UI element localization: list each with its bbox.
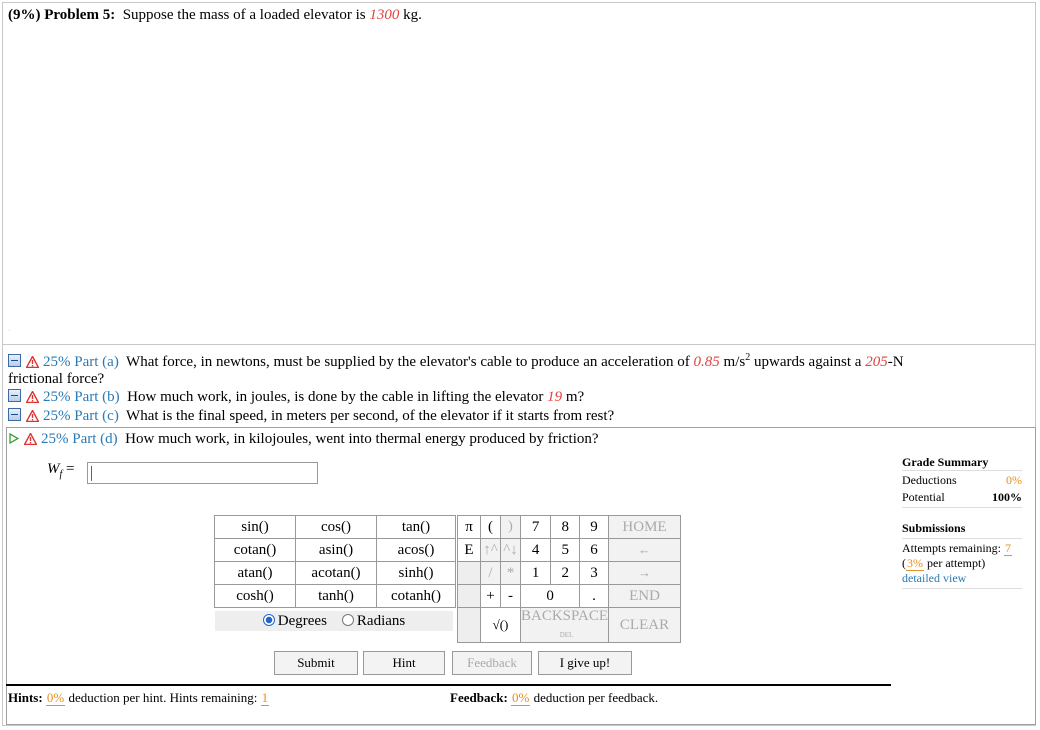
feedback-button[interactable]: Feedback bbox=[452, 651, 532, 675]
collapse-icon[interactable] bbox=[8, 354, 21, 367]
key-cosh[interactable]: cosh() bbox=[215, 585, 296, 608]
key-open-paren[interactable]: ( bbox=[481, 516, 501, 539]
collapse-icon[interactable] bbox=[8, 408, 21, 421]
key-6[interactable]: 6 bbox=[580, 539, 609, 562]
deductions-value: 0% bbox=[1006, 473, 1022, 487]
key-del[interactable]: DEL bbox=[559, 631, 574, 639]
key-blank-2 bbox=[458, 585, 481, 608]
warning-icon bbox=[23, 431, 37, 448]
potential-value: 100% bbox=[992, 490, 1022, 504]
key-sqrt[interactable]: √() bbox=[481, 608, 521, 643]
answer-variable: $W_f$ = bbox=[47, 461, 75, 480]
deductions-label: Deductions bbox=[902, 473, 957, 487]
key-acos[interactable]: acos() bbox=[377, 539, 456, 562]
part-a-unit: m/s bbox=[723, 354, 746, 370]
part-b-question: How much work, in joules, is done by the cable in lifting the elevator bbox=[127, 389, 544, 405]
key-tanh[interactable]: tanh() bbox=[296, 585, 377, 608]
expand-arrow-icon[interactable] bbox=[8, 433, 19, 444]
key-divide[interactable]: / bbox=[481, 562, 501, 585]
collapse-icon[interactable] bbox=[8, 389, 21, 402]
part-a-friction: 205 bbox=[865, 354, 888, 370]
warning-icon bbox=[25, 354, 39, 371]
key-minus[interactable]: - bbox=[501, 585, 521, 608]
feedback-deduction: 0% bbox=[512, 690, 530, 705]
submit-button[interactable]: Submit bbox=[274, 651, 358, 675]
feedback-info: Feedback: 0% deduction per feedback. bbox=[450, 690, 659, 705]
key-backspace[interactable]: BACKSPACE DEL bbox=[521, 608, 609, 643]
part-d-label: Part (d) bbox=[72, 431, 118, 447]
key-8[interactable]: 8 bbox=[551, 516, 580, 539]
part-d-row[interactable] bbox=[8, 431, 599, 448]
part-a-label: Part (a) bbox=[74, 354, 119, 370]
problem-title: Problem 5: bbox=[44, 7, 116, 23]
part-a-accel: 0.85 bbox=[693, 354, 720, 370]
text-caret bbox=[91, 466, 92, 481]
function-keypad bbox=[214, 515, 456, 608]
key-dot[interactable]: . bbox=[580, 585, 609, 608]
warning-icon bbox=[25, 389, 39, 406]
key-4[interactable]: 4 bbox=[521, 539, 551, 562]
key-5[interactable]: 5 bbox=[551, 539, 580, 562]
key-close-paren[interactable]: ) bbox=[501, 516, 521, 539]
key-cos[interactable]: cos() bbox=[296, 516, 377, 539]
key-sin[interactable]: sin() bbox=[215, 516, 296, 539]
grade-summary-title: Grade Summary bbox=[902, 455, 1022, 471]
detailed-view-link[interactable]: detailed view bbox=[902, 571, 1022, 589]
problem-statement bbox=[8, 7, 422, 24]
key-right-arrow[interactable]: → bbox=[608, 562, 680, 585]
part-c-row[interactable] bbox=[8, 408, 614, 425]
part-c-pct: 25% bbox=[43, 408, 71, 424]
submissions-box bbox=[902, 521, 1022, 589]
key-cotanh[interactable]: cotanh() bbox=[377, 585, 456, 608]
hint-deduction: 0% bbox=[46, 690, 65, 705]
degrees-label: Degrees bbox=[277, 613, 327, 629]
degrees-radio[interactable] bbox=[263, 614, 275, 626]
key-end[interactable]: END bbox=[608, 585, 680, 608]
part-b-label: Part (b) bbox=[74, 389, 120, 405]
key-9[interactable]: 9 bbox=[580, 516, 609, 539]
attempts-row: Attempts remaining: 7 bbox=[902, 541, 1011, 555]
part-b-pct: 25% bbox=[43, 389, 71, 405]
part-a-question: What force, in newtons, must be supplied by the elevator's cable to produce an acceleration of bbox=[126, 354, 690, 370]
part-a-pct: 25% bbox=[43, 354, 71, 370]
part-d-question: How much work, in kilojoules, went into thermal energy produced by friction? bbox=[125, 431, 599, 447]
mass-unit: kg. bbox=[403, 7, 422, 23]
key-pi[interactable]: π bbox=[458, 516, 481, 539]
numeric-keypad bbox=[457, 515, 681, 643]
key-2[interactable]: 2 bbox=[551, 562, 580, 585]
part-a-q3: upwards against a bbox=[753, 354, 862, 370]
key-tan[interactable]: tan() bbox=[377, 516, 456, 539]
part-d-pct: 25% bbox=[41, 431, 69, 447]
hints-remaining: 1 bbox=[261, 690, 269, 705]
warning-icon bbox=[25, 408, 39, 425]
key-blank-3 bbox=[458, 608, 481, 643]
resize-tick: · bbox=[8, 328, 10, 334]
attempts-remaining: 7 bbox=[1004, 541, 1011, 555]
key-caret-down[interactable]: ^↓ bbox=[501, 539, 521, 562]
part-b-row[interactable] bbox=[8, 389, 584, 406]
give-up-button[interactable]: I give up! bbox=[538, 651, 632, 675]
key-left-arrow[interactable]: ← bbox=[608, 539, 680, 562]
key-up-caret[interactable]: ↑^ bbox=[481, 539, 501, 562]
key-cotan[interactable]: cotan() bbox=[215, 539, 296, 562]
part-a-q4: -N bbox=[887, 354, 904, 370]
key-plus[interactable]: + bbox=[481, 585, 501, 608]
key-atan[interactable]: atan() bbox=[215, 562, 296, 585]
hint-button[interactable]: Hint bbox=[363, 651, 445, 675]
key-clear[interactable]: CLEAR bbox=[608, 608, 680, 643]
attempt-penalty: 3% bbox=[907, 556, 923, 570]
key-7[interactable]: 7 bbox=[521, 516, 551, 539]
mass-value: 1300 bbox=[369, 7, 400, 23]
key-1[interactable]: 1 bbox=[521, 562, 551, 585]
key-home[interactable]: HOME bbox=[608, 516, 680, 539]
radians-radio[interactable] bbox=[342, 614, 354, 626]
key-acotan[interactable]: acotan() bbox=[296, 562, 377, 585]
divider bbox=[3, 344, 1035, 345]
part-c-question: What is the final speed, in meters per second, of the elevator if it starts from rest? bbox=[126, 408, 615, 424]
part-a-row[interactable] bbox=[8, 352, 904, 371]
part-b-unit: m? bbox=[565, 389, 585, 405]
answer-input[interactable] bbox=[87, 462, 318, 484]
problem-text: Suppose the mass of a loaded elevator is bbox=[122, 7, 366, 23]
hints-info: Hints: 0% deduction per hint. Hints remaining: 1 bbox=[8, 690, 269, 705]
radians-label: Radians bbox=[356, 613, 406, 629]
potential-label: Potential bbox=[902, 490, 945, 504]
part-a-q5: frictional force? bbox=[8, 371, 105, 387]
part-a-sup: 2 bbox=[745, 352, 751, 363]
penalty-row: (3% per attempt) bbox=[902, 556, 986, 570]
grade-summary bbox=[902, 455, 1022, 508]
divider bbox=[6, 684, 891, 686]
key-0[interactable]: 0 bbox=[521, 585, 580, 608]
key-3[interactable]: 3 bbox=[580, 562, 609, 585]
key-e[interactable]: E bbox=[458, 539, 481, 562]
submissions-title: Submissions bbox=[902, 521, 1022, 539]
key-multiply[interactable]: * bbox=[501, 562, 521, 585]
part-c-label: Part (c) bbox=[74, 408, 119, 424]
angle-mode-group bbox=[215, 611, 453, 631]
key-asin[interactable]: asin() bbox=[296, 539, 377, 562]
problem-weight: (9%) bbox=[8, 7, 41, 23]
key-blank-1 bbox=[458, 562, 481, 585]
part-b-height: 19 bbox=[547, 389, 563, 405]
key-sinh[interactable]: sinh() bbox=[377, 562, 456, 585]
